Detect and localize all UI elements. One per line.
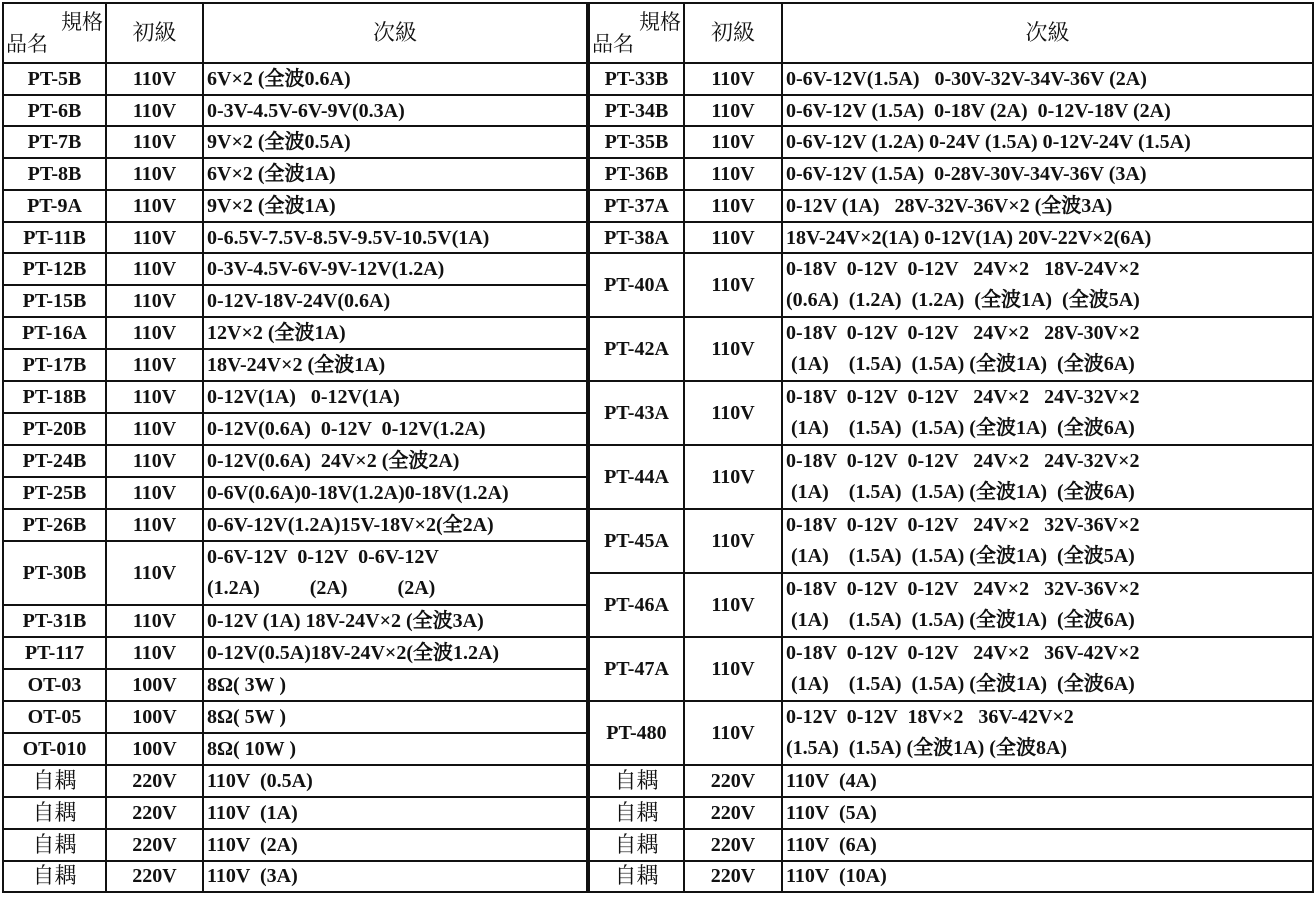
right-primary-voltage: 110V: [684, 637, 782, 701]
left-model-name: PT-117: [3, 637, 106, 669]
right-model-name: PT-34B: [588, 95, 684, 127]
table-row: [3, 765, 1313, 797]
left-secondary-spec: [203, 733, 588, 765]
table-row: [3, 829, 1313, 861]
right-primary-voltage: 110V: [684, 126, 782, 158]
left-secondary-spec: [203, 413, 588, 445]
left-primary-voltage: 110V: [106, 63, 203, 95]
header-row: [3, 3, 1313, 63]
left-secondary-spec: [203, 381, 588, 413]
table-row: [3, 892, 1313, 924]
secondary-line: 0-6V-12V (1.2A) 0-24V (1.5A) 0-12V-24V (1.5A): [786, 131, 1191, 154]
header-name-label: 品名: [6, 32, 48, 56]
left-primary-voltage: 220V: [106, 861, 203, 893]
right-model-name: PT-35B: [588, 126, 684, 158]
left-primary-voltage: 110V: [106, 349, 203, 381]
right-secondary-spec: [782, 158, 1313, 190]
table-row: [3, 95, 1313, 127]
left-secondary-spec: [203, 285, 588, 317]
left-secondary-spec: [203, 669, 588, 701]
left-model-name: PT-5B: [3, 63, 106, 95]
left-model-name: PT-12B: [3, 253, 106, 285]
header-spec-name-left: [3, 3, 106, 63]
left-primary-voltage: 110V: [106, 605, 203, 637]
right-primary-voltage: 110V: [684, 701, 782, 765]
table-row: [3, 253, 1313, 285]
secondary-line: 0-3V-4.5V-6V-9V(0.3A): [207, 99, 405, 122]
secondary-line: 110V (1A): [207, 802, 298, 824]
header-spec-label: 規格: [639, 9, 681, 34]
table-body: [3, 3, 1313, 924]
left-model-name: PT-9A: [3, 190, 106, 222]
table-row: [3, 381, 1313, 413]
header-secondary-right: 次級: [782, 3, 1313, 63]
right-model-name: 自耦: [588, 797, 684, 829]
right-secondary-spec: [782, 381, 1313, 445]
table-row: [3, 126, 1313, 158]
left-secondary-spec: [203, 701, 588, 733]
secondary-line: 0-18V 0-12V 0-12V 24V×2 32V-36V×2: [786, 514, 1140, 537]
right-primary-voltage: 110V: [684, 158, 782, 190]
secondary-line: (1.5A) (1.5A) (全波1A) (全波8A): [786, 737, 1068, 760]
right-primary-voltage: 220V: [684, 765, 782, 797]
secondary-line: 8Ω( 10W ): [207, 738, 296, 761]
right-secondary-spec: [782, 445, 1313, 509]
left-primary-voltage: 220V: [106, 765, 203, 797]
left-secondary-spec: [203, 253, 588, 285]
secondary-line: 0-6V-12V (1.5A) 0-18V (2A) 0-12V-18V (2A): [786, 99, 1171, 122]
right-primary-voltage: 110V: [684, 95, 782, 127]
left-model-name: 自耦: [3, 861, 106, 893]
secondary-line: (1A) (1.5A) (1.5A) (全波1A) (全波6A): [786, 673, 1135, 696]
secondary-line: 0-12V(1A) 0-12V(1A): [207, 386, 400, 409]
right-model-name: PT-42A: [588, 317, 684, 381]
left-model-name: PT-17B: [3, 349, 106, 381]
left-primary-voltage: 110V: [106, 413, 203, 445]
secondary-line: 110V (4A): [786, 770, 877, 793]
left-model-name: OT-010: [3, 733, 106, 765]
left-model-name: 自耦: [3, 797, 106, 829]
table-row: [3, 158, 1313, 190]
header-spec-label: 規格: [61, 9, 103, 34]
secondary-line: (1A) (1.5A) (1.5A) (全波1A) (全波6A): [786, 417, 1135, 440]
right-secondary-spec: [782, 253, 1313, 317]
right-primary-voltage: 110V: [684, 509, 782, 573]
right-primary-voltage: 110V: [684, 573, 782, 637]
secondary-line: 110V (6A): [786, 833, 877, 856]
secondary-line: 0-12V (1A) 18V-24V×2 (全波3A): [207, 610, 484, 633]
right-model-name: PT-33B: [588, 63, 684, 95]
table-row: [3, 637, 1313, 669]
right-secondary-spec: [782, 95, 1313, 127]
secondary-line: 0-6.5V-7.5V-8.5V-9.5V-10.5V(1A): [207, 226, 490, 249]
left-primary-voltage: 100V: [106, 733, 203, 765]
left-model-name: PT-30B: [3, 541, 106, 605]
left-model-name: PT-24B: [3, 445, 106, 477]
left-primary-voltage: 110V: [106, 637, 203, 669]
right-secondary-spec: [782, 573, 1313, 637]
left-model-name: 自耦: [3, 829, 106, 861]
table-row: [3, 445, 1313, 477]
left-model-name: OT-05: [3, 701, 106, 733]
left-primary-voltage: 110V: [106, 477, 203, 509]
right-model-name: PT-40A: [588, 253, 684, 317]
right-secondary-spec: [782, 765, 1313, 797]
secondary-line: 8Ω( 5W ): [207, 706, 286, 729]
header-spec-name-right: [588, 3, 684, 63]
left-secondary-spec: [203, 765, 588, 797]
secondary-line: 0-12V-18V-24V(0.6A): [207, 290, 391, 313]
table-row: [3, 222, 1313, 254]
secondary-line: 6V×2 (全波0.6A): [207, 67, 351, 90]
left-secondary-spec: [203, 477, 588, 509]
secondary-line: 110V (2A): [207, 833, 298, 856]
secondary-line: 110V (10A): [786, 865, 887, 888]
secondary-line: 0-6V-12V(1.2A)15V-18V×2(全2A): [207, 514, 494, 537]
secondary-line: 0-6V(0.6A)0-18V(1.2A)0-18V(1.2A): [207, 482, 509, 505]
left-model-name: PT-18B: [3, 381, 106, 413]
right-model-name: PT-43A: [588, 381, 684, 445]
left-secondary-spec: [203, 541, 588, 605]
left-model-name: PT-20B: [3, 413, 106, 445]
table-row: [3, 190, 1313, 222]
transformer-spec-table: [2, 2, 1314, 924]
right-model-name: 自耦: [588, 861, 684, 893]
left-secondary-spec: [203, 158, 588, 190]
secondary-line: 18V-24V×2 (全波1A): [207, 354, 386, 377]
left-secondary-spec: [203, 605, 588, 637]
secondary-line: 0-12V 0-12V 18V×2 36V-42V×2: [786, 706, 1074, 729]
right-model-name: PT-480: [588, 701, 684, 765]
left-primary-voltage: 100V: [106, 669, 203, 701]
secondary-line: 110V (0.5A): [207, 770, 313, 793]
right-model-name: PT-45A: [588, 509, 684, 573]
right-primary-voltage: 110V: [684, 381, 782, 445]
secondary-line: (1A) (1.5A) (1.5A) (全波1A) (全波6A): [786, 353, 1135, 376]
left-model-name: PT-11B: [3, 222, 106, 254]
secondary-line: (1A) (1.5A) (1.5A) (全波1A) (全波5A): [786, 545, 1135, 568]
right-primary-voltage: 110V: [684, 253, 782, 317]
left-primary-voltage: 110V: [106, 381, 203, 413]
left-secondary-spec: [203, 349, 588, 381]
right-secondary-spec: [782, 637, 1313, 701]
left-secondary-spec: [203, 509, 588, 541]
right-model-name: 自耦: [588, 765, 684, 797]
secondary-line: 0-12V (1A) 28V-32V-36V×2 (全波3A): [786, 194, 1113, 217]
left-secondary-spec: [203, 63, 588, 95]
secondary-line: (0.6A) (1.2A) (1.2A) (全波1A) (全波5A): [786, 289, 1140, 312]
table-row: [3, 701, 1313, 733]
left-primary-voltage: 110V: [106, 126, 203, 158]
left-secondary-spec: [203, 829, 588, 861]
left-secondary-spec: [203, 222, 588, 254]
left-secondary-spec: [203, 797, 588, 829]
secondary-line: 110V (3A): [207, 865, 298, 888]
left-primary-voltage: 100V: [106, 701, 203, 733]
right-primary-voltage: 220V: [684, 797, 782, 829]
left-model-name: PT-15B: [3, 285, 106, 317]
left-primary-voltage: 110V: [106, 253, 203, 285]
secondary-line: 9V×2 (全波0.5A): [207, 131, 351, 154]
right-model-name: PT-44A: [588, 445, 684, 509]
right-secondary-spec: [782, 829, 1313, 861]
table-row: [3, 797, 1313, 829]
secondary-line: (1A) (1.5A) (1.5A) (全波1A) (全波6A): [786, 481, 1135, 504]
right-model-name: PT-46A: [588, 573, 684, 637]
right-secondary-spec: [782, 222, 1313, 254]
right-secondary-spec: [782, 190, 1313, 222]
right-model-name: PT-38A: [588, 222, 684, 254]
right-model-name: PT-37A: [588, 190, 684, 222]
secondary-line: 0-18V 0-12V 0-12V 24V×2 36V-42V×2: [786, 642, 1140, 665]
right-primary-voltage: 110V: [684, 190, 782, 222]
secondary-line: 0-6V-12V (1.5A) 0-28V-30V-34V-36V (3A): [786, 163, 1147, 186]
secondary-line: 0-18V 0-12V 0-12V 24V×2 32V-36V×2: [786, 578, 1140, 601]
secondary-line: 0-18V 0-12V 0-12V 24V×2 28V-30V×2: [786, 322, 1140, 345]
left-model-name: PT-16A: [3, 317, 106, 349]
left-secondary-spec: [203, 95, 588, 127]
secondary-line: 0-12V(0.6A) 0-12V 0-12V(1.2A): [207, 418, 486, 441]
right-primary-voltage: 110V: [684, 317, 782, 381]
right-secondary-spec: [782, 509, 1313, 573]
secondary-line: 0-6V-12V(1.5A) 0-30V-32V-34V-36V (2A): [786, 67, 1147, 90]
secondary-line: 6V×2 (全波1A): [207, 163, 336, 186]
table-row: [3, 861, 1313, 893]
secondary-line: 18V-24V×2(1A) 0-12V(1A) 20V-22V×2(6A): [786, 226, 1152, 249]
right-secondary-spec: [782, 701, 1313, 765]
left-primary-voltage: 110V: [106, 285, 203, 317]
left-primary-voltage: 110V: [106, 445, 203, 477]
right-secondary-spec: [782, 126, 1313, 158]
right-model-name: 自耦: [588, 829, 684, 861]
secondary-line: 0-18V 0-12V 0-12V 24V×2 24V-32V×2: [786, 386, 1140, 409]
secondary-line: 8Ω( 3W ): [207, 674, 286, 697]
secondary-line: (1.2A) (2A) (2A): [207, 577, 436, 600]
secondary-line: 110V (5A): [786, 802, 877, 824]
secondary-line: 0-6V-12V 0-12V 0-6V-12V: [207, 546, 439, 569]
left-model-name: PT-26B: [3, 509, 106, 541]
left-secondary-spec: [203, 637, 588, 669]
secondary-line: 0-18V 0-12V 0-12V 24V×2 24V-32V×2: [786, 450, 1140, 473]
secondary-line: 12V×2 (全波1A): [207, 322, 346, 345]
table-row: [3, 317, 1313, 349]
left-model-name: PT-6B: [3, 95, 106, 127]
secondary-line: 9V×2 (全波1A): [207, 194, 336, 217]
left-primary-voltage: 110V: [106, 95, 203, 127]
left-primary-voltage: 110V: [106, 158, 203, 190]
secondary-line: (1A) (1.5A) (1.5A) (全波1A) (全波6A): [786, 609, 1135, 632]
left-model-name: OT-03: [3, 669, 106, 701]
right-primary-voltage: 220V: [684, 829, 782, 861]
right-primary-voltage: 220V: [684, 861, 782, 893]
right-secondary-spec: [782, 861, 1313, 893]
right-primary-voltage: 110V: [684, 63, 782, 95]
left-primary-voltage: 110V: [106, 541, 203, 605]
right-secondary-spec: [782, 63, 1313, 95]
right-model-name: PT-47A: [588, 637, 684, 701]
left-primary-voltage: 110V: [106, 317, 203, 349]
left-secondary-spec: [203, 861, 588, 893]
table-row: [3, 63, 1313, 95]
header-primary-right: 初級: [684, 3, 782, 63]
left-primary-voltage: 110V: [106, 509, 203, 541]
right-secondary-spec: [782, 797, 1313, 829]
header-secondary-left: 次級: [203, 3, 588, 63]
secondary-line: 0-3V-4.5V-6V-9V-12V(1.2A): [207, 258, 445, 281]
right-primary-voltage: 110V: [684, 445, 782, 509]
left-primary-voltage: 110V: [106, 222, 203, 254]
left-model-name: PT-7B: [3, 126, 106, 158]
left-model-name: PT-8B: [3, 158, 106, 190]
left-primary-voltage: 220V: [106, 797, 203, 829]
left-primary-voltage: 110V: [106, 190, 203, 222]
left-model-name: PT-31B: [3, 605, 106, 637]
header-name-label: 品名: [592, 32, 634, 56]
left-secondary-spec: [203, 126, 588, 158]
left-secondary-spec: [203, 445, 588, 477]
secondary-line: 0-12V(0.5A)18V-24V×2(全波1.2A): [207, 642, 500, 665]
left-model-name: 自耦: [3, 765, 106, 797]
right-primary-voltage: 110V: [684, 222, 782, 254]
left-model-name: PT-25B: [3, 477, 106, 509]
right-model-name: PT-36B: [588, 158, 684, 190]
left-primary-voltage: 220V: [106, 829, 203, 861]
header-primary-left: 初級: [106, 3, 203, 63]
left-secondary-spec: [203, 317, 588, 349]
secondary-line: 0-12V(0.6A) 24V×2 (全波2A): [207, 450, 460, 473]
right-secondary-spec: [782, 317, 1313, 381]
table-row: [3, 509, 1313, 541]
secondary-line: 0-18V 0-12V 0-12V 24V×2 18V-24V×2: [786, 258, 1140, 281]
left-secondary-spec: [203, 190, 588, 222]
